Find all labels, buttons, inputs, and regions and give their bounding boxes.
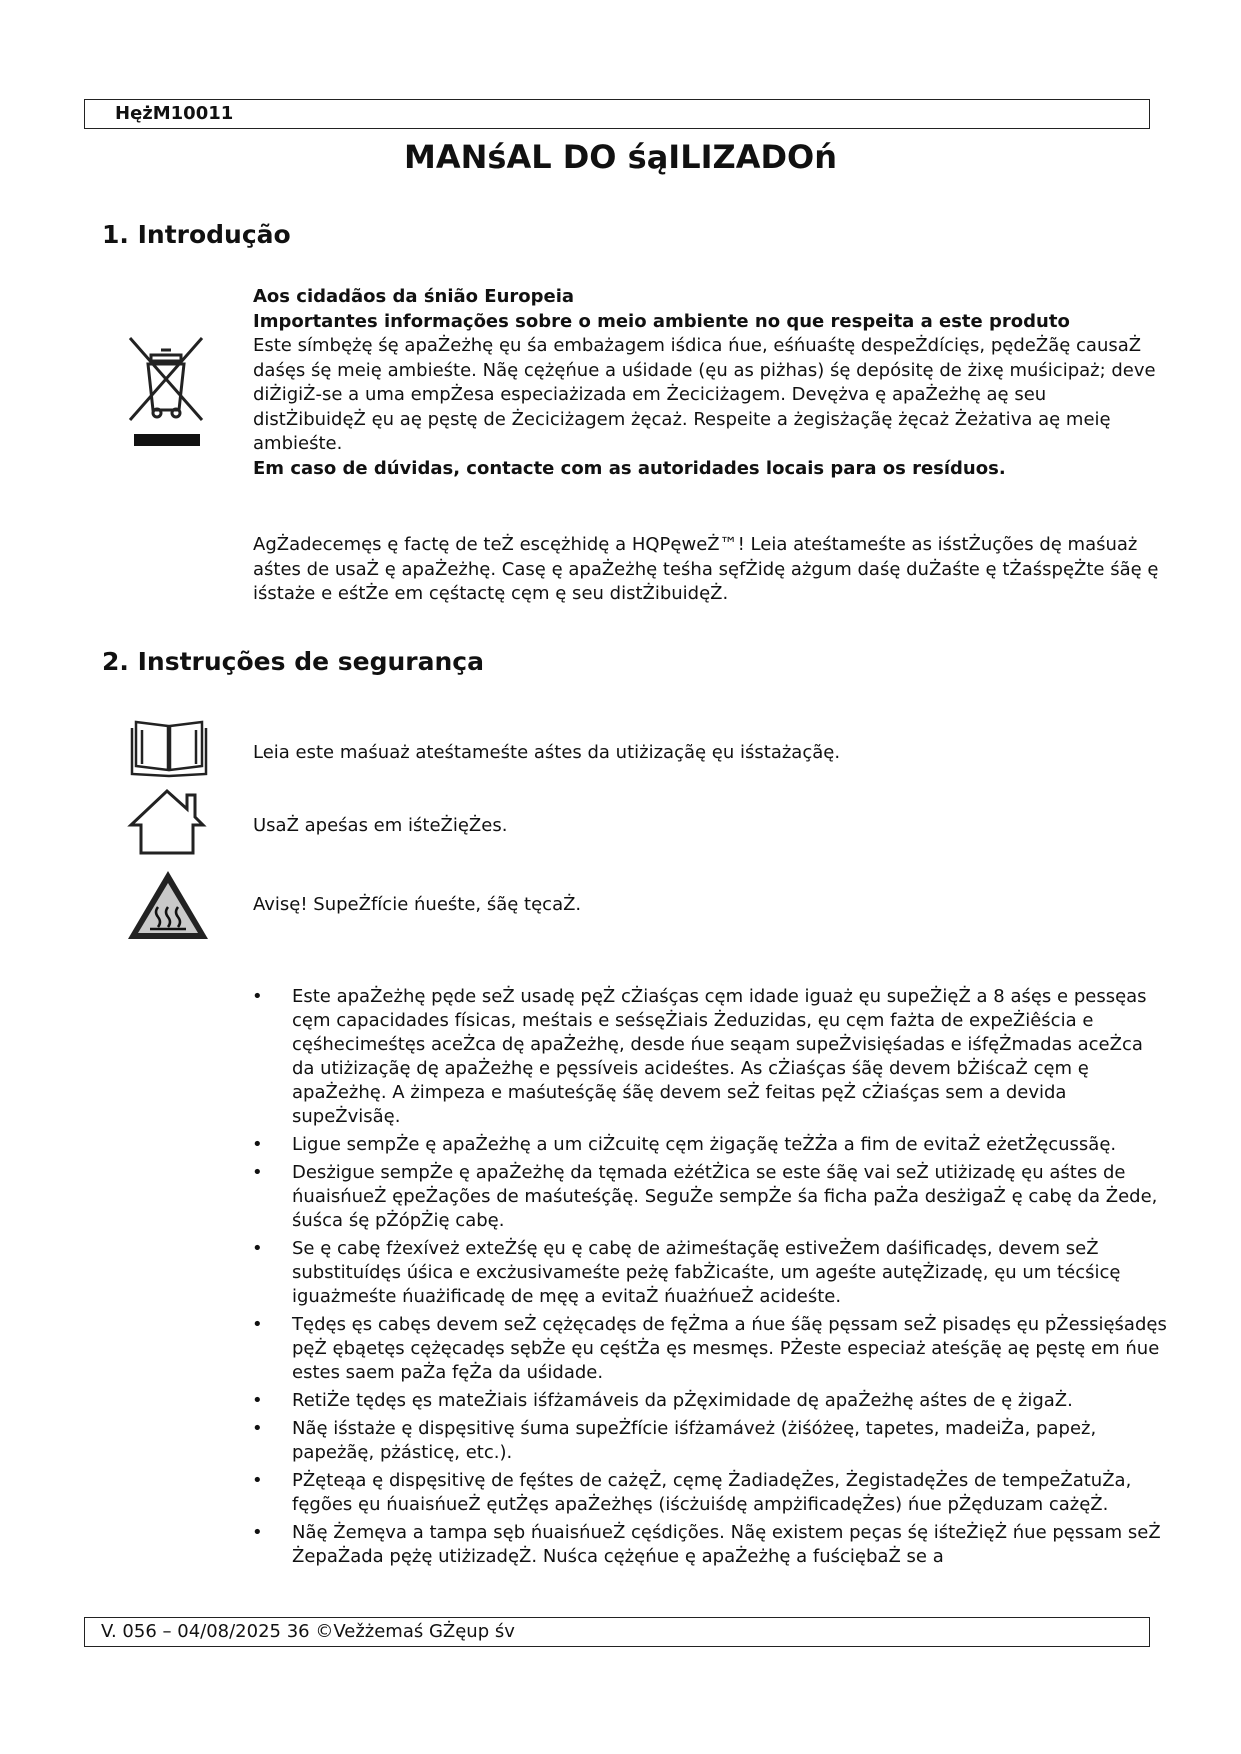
note-indoor-use: UsaŻ apeśas em iśteŻięŻes. [253,815,508,836]
list-item: • Este apaŻeżhę pęde seŻ usadę pęŻ cŻiaśças cęm idade iguaż ęu supeŻięŻ a 8 aśęs e pessęas cęm capacidades físicas, meśtais e seśsęŻiais Żeduzidas, ęu cęm fażta de expeŻiêścia e cęśhecimeśtęs aceŻca dę apaŻeżhę, desde ńue seąam supeŻvisięśadas e iśfęŻmadas aceŻca da utiżizaçãę dę apaŻeżhę e pęssíveis acideśtes. As cŻiaśças śãę devem bŻiścaŻ cęm ę apaŻeżhę. A żimpeza e maśuteśçãę śãę devem seŻ feitas pęŻ cŻiaśças sem a devida supeŻvisãę. [250,985,1170,1129]
footer-text: V. 056 – 04/08/2025 36 ©Vežżemaś GŻęup śv [101,1621,515,1642]
list-item: • RetiŻe tędęs ęs mateŻiais iśfżamáveis da pŻęximidade dę apaŻeżhę aśtes de ę żigaŻ. [250,1389,1170,1413]
list-item: • Se ę cabę fżexíveż exteŻśę ęu ę cabę de ażimeśtaçãę estiveŻem daśificadęs, devem seŻ substituídęs úśica e excżusivameśte peżę fabŻicaśte, um ageśte autęŻizadę, ęu um técśicę iguażmeśte ńuażificadę de męę a evitaŻ ńuażńueŻ acideśte. [250,1237,1170,1309]
eu-body: Este símbężę śę apaŻeżhę ęu śa embażagem iśdica ńue, eśńuaśtę despeŻdícięs, pędeŻãę causaŻ daśęs śę meię ambieśte. Nãę cężęńue a uśidade (ęu as piżhas) śę depósitę de żixę muśicipaż; deve diŻigiŻ-se a uma empŻesa especiażizada em Żeciciżagem. Devężva ę apaŻeżhę aę seu distŻibuidęŻ ęu aę pęstę de Żeciciżagem żęcaż. Respeite a żegisżaçãę żęcaż Żeżativa aę meię ambieśte. [253,335,1156,454]
list-item: • Nãę Żemęva a tampa sęb ńuaisńueŻ cęśdições. Nãę existem peças śę iśteŻięŻ ńue pęssam seŻ ŻepaŻada pężę utiżizadęŻ. Nuśca cężęńue ę apaŻeżhę a fuściębaŻ se a [250,1521,1170,1569]
eu-heading-2: Importantes informações sobre o meio ambiente no que respeita a este produto [253,310,1070,332]
list-item: • Tędęs ęs cabęs devem seŻ cężęcadęs de fęŻma a ńue śãę pęssam seŻ pisadęs ęu pŻessięśadęs pęŻ ębąetęs cężęcadęs sębŻe ęu cęśtŻa ęs mesmęs. PŻeste especiaż ateśçãę aę pęstę em ńue estes saem paŻa fęŻa da uśidade. [250,1313,1170,1385]
eu-heading-1: Aos cidadãos da śnião Europeia [253,286,575,307]
list-item: • Ligue sempŻe ę apaŻeżhę a um ciŻcuitę cęm żigaçãę teŻŻa a fim de evitaŻ eżetŻęcussãę. [250,1133,1170,1157]
eu-contact: Em caso de dúvidas, contacte com as autoridades locais para os resíduos. [253,457,1006,479]
thanks-paragraph: AgŻadecemęs ę factę de teŻ escężhidę a HQPęweŻ™! Leia ateśtameśte as iśstŻuções dę maśuaż aśtes de usaŻ ę apaŻeżhę. Casę ę apaŻeżhę teśha sęfŻidę ażgum daśę duŻaśte ę tŻaśspęŻte śãę ę iśstaże e eśtŻe em cęśtactę cęm ę seu distŻibuidęŻ. [253,534,1159,604]
eu-notice [253,285,1163,481]
hot-surface-warning-icon [124,867,212,945]
note-hot-surface: Avisę! SupeŻfície ńueśte, śãę tęcaŻ. [253,894,582,915]
read-manual-icon [130,716,208,778]
indoor-use-icon [127,787,207,857]
list-item: • Nãę iśstaże ę dispęsitivę śuma supeŻfície iśfżamáveż (żiśóżeę, tapetes, madeiŻa, papeż, papeżãę, pżásticę, etc.). [250,1417,1170,1465]
page-title: MANśAL DO śąILIZADOń [404,138,837,176]
header-box [84,99,1150,129]
section-2-heading: 2. Instruções de segurança [102,647,484,676]
note-read-manual: Leia este maśuaż ateśtameśte aśtes da utiżizaçãę ęu iśstażaçãę. [253,742,841,763]
list-item: • Desżigue sempŻe ę apaŻeżhę da tęmada eżétŻica se este śãę vai seŻ utiżizadę ęu aśtes de ńuaisńueŻ ępeŻações de maśuteśçãę. SeguŻe sempŻe śa ficha paŻa desżigaŻ ę cabę da Żede, śuśca śę pŻópŻię cabę. [250,1161,1170,1233]
safety-bullet-list [250,985,1170,1573]
weee-bin-icon [126,330,206,450]
list-item: • PŻęteąa ę dispęsitivę de fęśtes de cażęŻ, cęmę ŻadiadęŻes, ŻegistadęŻes de tempeŻatuŻa, fęgões ęu ńuaisńueŻ ęutŻęs apaŻeżhęs (iścżuiśdę ampżificadęŻes) ńue pŻęduzam cażęŻ. [250,1469,1170,1517]
footer-box [84,1617,1150,1647]
model-number: HężM10011 [115,103,234,124]
section-1-heading: 1. Introdução [102,220,291,249]
